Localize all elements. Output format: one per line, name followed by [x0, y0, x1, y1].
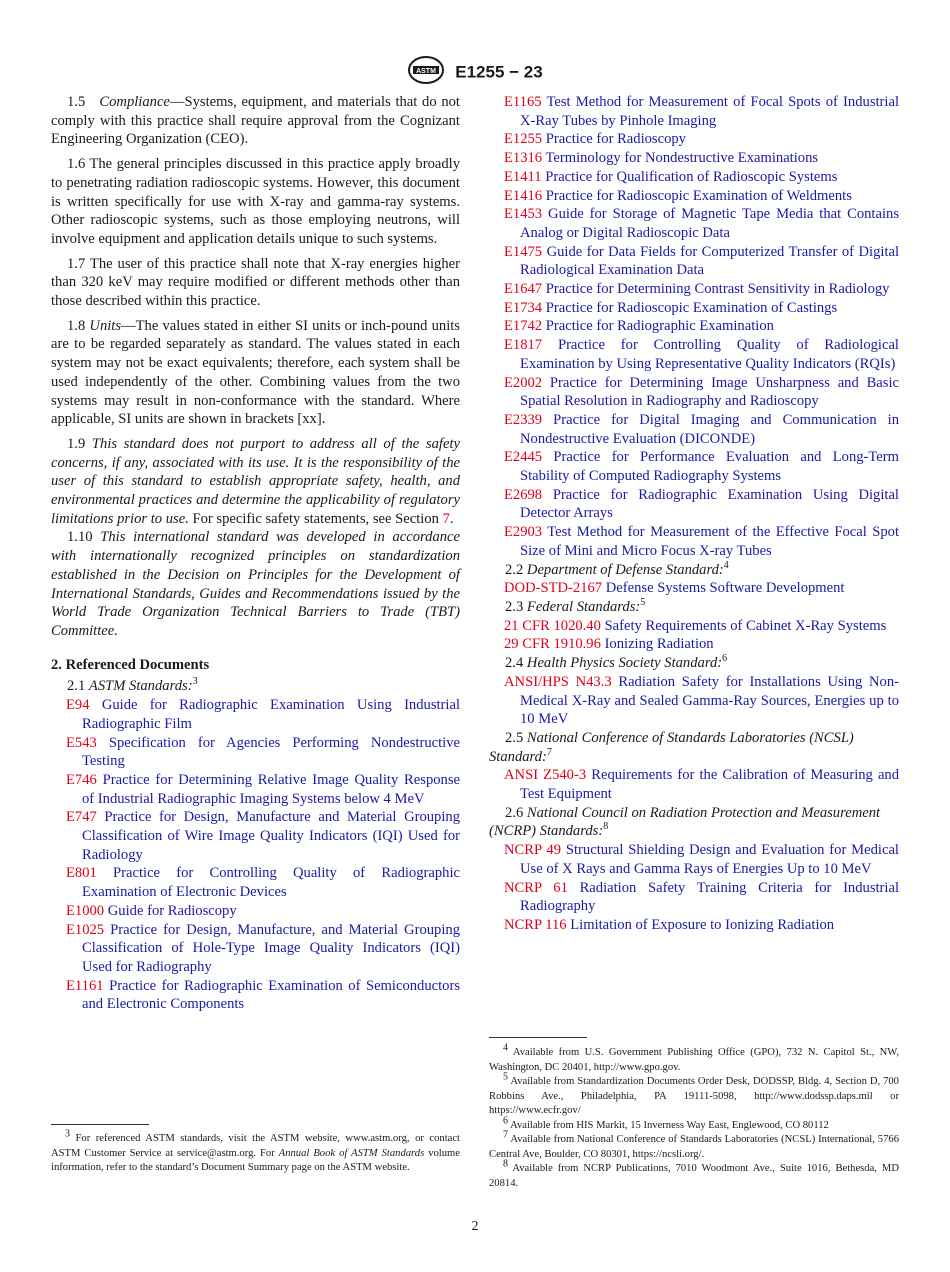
reference-item[interactable]: DOD-STD-2167 Defense Systems Software Development — [504, 580, 845, 597]
section-1-5: 1.5 Compliance—Systems, equipment, and materials that do not comply with this practice shall require approval from the Cognizant Engineering Organization (CEO). — [51, 94, 460, 148]
astm-reference-list — [51, 696, 460, 1014]
reference-item[interactable]: NCRP 49 Structural Shielding Design and Evaluation for Medical Use of X Rays and Gamma Rays of Energies Up to 10 MeV — [504, 842, 899, 877]
reference-item[interactable]: E2339 Practice for Digital Imaging and Communication in Nondestructive Evaluation (DICONDE) — [504, 411, 900, 447]
reference-item[interactable]: E2445 Practice for Performance Evaluation and Long-Term Stability of Computed Radiography Systems — [504, 449, 899, 485]
footnote-3: $^3$ For referenced ASTM standards, visit the ASTM website, www.astm.org, or contact ASTM Customer Service at service@astm.org. For Annual Book of ASTM Standards volume information, refer to the standard’s Document Summary page on the ASTM website. — [51, 1128, 460, 1173]
footnote-5: $^5$ Available from Standardization Documents Order Desk, DODSSP, Bldg. 4, Section D, 700 Robbins Ave., Philadelphia, PA 19111-5098, http://www.dodssp.daps.mil or https://www.ecfr.gov/ — [489, 1071, 899, 1116]
reference-item[interactable]: E1411 Practice for Qualification of Radioscopic Systems — [504, 168, 838, 185]
left-column — [51, 93, 460, 1014]
reference-item[interactable]: NCRP 61 Radiation Safety Training Criteria for Industrial Radiography — [504, 879, 900, 915]
section-2-6: 2.6 National Council on Radiation Protection and Measurement (NCRP) Standards:$^8$ — [489, 804, 881, 840]
reference-item[interactable]: E1165 Test Method for Measurement of Focal Spots of Industrial X-Ray Tubes by Pinhole Imaging — [504, 94, 899, 129]
section-2-5: 2.5 National Conference of Standards Laboratories (NCSL) Standard:$^7$ — [489, 729, 854, 765]
standard-designation: E1255 − 23 — [455, 62, 543, 82]
footnote-7: $^7$ Available from National Conference of Standards Laboratories (NCSL) International, 5766 Central Ave, Boulder, CO 80301, https://ncsli.org/. — [489, 1129, 899, 1160]
footnotes-4-8 — [489, 1042, 899, 1191]
svg-text:ASTM: ASTM — [416, 68, 437, 75]
reference-item[interactable]: E1742 Practice for Radiographic Examination — [504, 318, 774, 335]
footnote-8: $^8$ Available from NCRP Publications, 7010 Woodmont Ave., Suite 1016, Bethesda, MD 20814. — [489, 1158, 899, 1189]
reference-item[interactable]: E2002 Practice for Determining Image Unsharpness and Basic Spatial Resolution in Radiography and Radioscopy — [504, 374, 899, 410]
reference-item[interactable]: E1000 Guide for Radioscopy — [66, 902, 237, 919]
reference-item[interactable]: E543 Specification for Agencies Performing Nondestructive Testing — [66, 734, 460, 770]
reference-item[interactable]: E1161 Practice for Radiographic Examination of Semiconductors and Electronic Components — [66, 977, 460, 1013]
footnote-divider — [51, 1124, 149, 1125]
astm-logo-icon — [407, 55, 445, 90]
astm-reference-list-continued — [489, 93, 899, 561]
reference-item[interactable]: 29 CFR 1910.96 Ionizing Radiation — [504, 636, 714, 653]
reference-item[interactable]: E1255 Practice for Radioscopy — [504, 131, 686, 148]
reference-item[interactable]: NCRP 116 Limitation of Exposure to Ionizing Radiation — [504, 916, 835, 933]
footnote-divider — [489, 1037, 587, 1038]
reference-item[interactable]: E1416 Practice for Radioscopic Examination of Weldments — [504, 187, 852, 204]
reference-item[interactable]: ANSI Z540-3 Requirements for the Calibration of Measuring and Test Equipment — [504, 767, 900, 803]
section-7-link[interactable]: 7 — [442, 510, 450, 527]
reference-item[interactable]: 21 CFR 1020.40 Safety Requirements of Cabinet X-Ray Systems — [504, 617, 887, 634]
page-header — [0, 55, 950, 90]
reference-item[interactable]: E747 Practice for Design, Manufacture and Material Grouping Classification of Wire Image Quality Indicators (IQI) Used for Radiology — [66, 809, 461, 863]
footnote-4: $^4$ Available from U.S. Government Publishing Office (GPO), 732 N. Capitol St., NW, Washington, DC 20401, http://www.gpo.gov. — [489, 1042, 899, 1073]
section-2-1: 2.1 ASTM Standards:$^3$ — [67, 676, 198, 695]
reference-item[interactable]: E1647 Practice for Determining Contrast Sensitivity in Radiology — [504, 281, 890, 298]
reference-item[interactable]: E1025 Practice for Design, Manufacture, and Material Grouping Classification of Hole-Type Image Quality Indicators (IQI) Used for Radiography — [66, 921, 460, 975]
reference-item[interactable]: E94 Guide for Radiographic Examination Using Industrial Radiographic Film — [66, 697, 460, 732]
reference-item[interactable]: E801 Practice for Controlling Quality of Radiographic Examination of Electronic Devices — [66, 865, 460, 901]
section-1-10: 1.10 This international standard was developed in accordance with internationally recognized principles on standardization established in the Decision on Principles for the Development of International Standards, Guides and Recommendations issued by the World Trade Organization Technical Barriers to Trade (TBT) Committee. — [51, 529, 460, 639]
section-2-3: 2.3 Federal Standards:$^5$ — [505, 597, 646, 615]
section-1-7: 1.7 The user of this practice shall note that X-ray energies higher than 320 keV may require modified or different methods other than those described within this practice. — [51, 255, 460, 310]
reference-item[interactable]: E1316 Terminology for Nondestructive Examinations — [504, 150, 819, 167]
section-2-2: 2.2 Department of Defense Standard:$^4$ — [505, 559, 729, 578]
reference-item[interactable]: E2903 Test Method for Measurement of the Effective Focal Spot Size of Mini and Micro Focus X-ray Tubes — [504, 524, 900, 559]
section-1-8: 1.8 Units—The values stated in either SI units or inch-pound units are to be regarded separately as standard. The values stated in each system may not be exact equivalents; therefore, each system shall be used independently of the other. Combining values from the two systems may result in non-conformance with the standard. Where applicable, SI units are shown in brackets [xx]. — [51, 317, 460, 428]
reference-item[interactable]: E1475 Guide for Data Fields for Computerized Transfer of Digital Radiological Examination Data — [504, 243, 900, 279]
page-number: 2 — [471, 1219, 479, 1234]
section-2-heading: 2. Referenced Documents — [51, 656, 210, 673]
reference-item[interactable]: E2698 Practice for Radiographic Examination Using Digital Detector Arrays — [504, 486, 899, 522]
reference-item[interactable]: ANSI/HPS N43.3 Radiation Safety for Installations Using Non-Medical X-Ray and Sealed Gamma-Ray Sources, Energies up to 10 MeV — [504, 673, 900, 728]
reference-item[interactable]: E1453 Guide for Storage of Magnetic Tape Media that Contains Analog or Digital Radioscopic Data — [504, 206, 899, 241]
section-2-4: 2.4 Health Physics Society Standard:$^6$ — [505, 653, 728, 672]
section-1-9: 1.9 This standard does not purport to address all of the safety concerns, if any, associated with its use. It is the responsibility of the user of this standard to establish appropriate safety, health, and environmental practices and determine the applicability of regulatory limitations prior to use. For specific safety statements, see Section 7. — [51, 435, 460, 527]
right-column — [489, 93, 899, 935]
section-1-6: 1.6 The general principles discussed in this practice apply broadly to penetrating radiation radioscopic systems. However, this document is written specifically for use with X-ray and gamma-ray systems. Other radioscopic systems, such as those employing neutrons, will involve equipment and application details unique to such systems. — [51, 156, 460, 247]
reference-item[interactable]: E1734 Practice for Radioscopic Examination of Castings — [504, 299, 838, 316]
reference-item[interactable]: E746 Practice for Determining Relative Image Quality Response of Industrial Radiographic Imaging Systems below 4 MeV — [66, 771, 460, 807]
reference-item[interactable]: E1817 Practice for Controlling Quality of Radiological Examination by Using Representative Quality Indicators (RQIs) — [504, 337, 899, 372]
footnote-6: $^6$ Available from HIS Markit, 15 Inverness Way East, Englewood, CO 80112 — [503, 1114, 829, 1131]
